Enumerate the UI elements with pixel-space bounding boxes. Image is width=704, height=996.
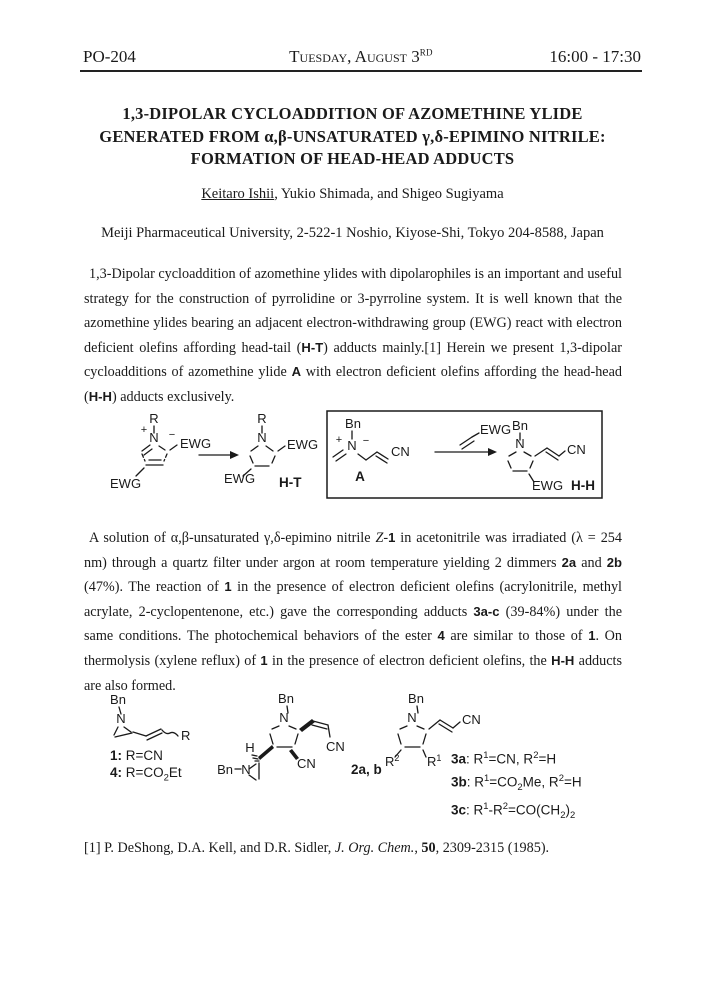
nitrile-group-label: CN: [297, 756, 316, 771]
title-line-1: 1,3-DIPOLAR CYCLOADDITION OF AZOMETHINE YLIDE: [122, 104, 583, 123]
hydrogen-atom-label: H: [245, 740, 255, 755]
r-group-label: R: [257, 411, 267, 426]
ewg-group-label: EWG: [480, 422, 512, 437]
nitrile-group-label: CN: [391, 444, 410, 459]
r1-group-label: $R^1$: [427, 753, 442, 769]
reaction-arrow: [435, 448, 497, 456]
compound-3c-definition: 3c: $R^1-R^2=CO(CH_2)_2$: [451, 800, 576, 821]
plus-charge-label: +: [335, 434, 343, 446]
nitrogen-atom-label: N: [407, 710, 417, 725]
coauthors: , Yukio Shimada, and Shigeo Sugiyama: [274, 186, 504, 202]
compound-2ab-label: 2a, b: [351, 762, 382, 777]
benzyl-group-label: Bn: [512, 418, 528, 433]
ewg-olefin-structure: [460, 433, 479, 449]
benzyl-group-label: Bn: [345, 416, 361, 431]
affiliation: Meiji Pharmaceutical University, 2-522-1 Noshio, Kiyose-Shi, Tokyo 204-8588, Japan: [101, 225, 604, 241]
abstract-paragraph-2: A solution of α,β-unsaturated γ,δ-epimino nitrile Z-1 in acetonitrile was irradiated (λ = 254 nm) through a quartz filter under argon at room temperature yielding 2 dimmers 2a and 2b (47%). The reaction of 1 in the presence of electron deficient olefins (acrylonitrile, methyl acrylate, 2-cyclopentenone, etc.) gave the corresponding adducts 3a-c (39-84%) under the same conditions. The photochemical behaviors of the ester 4 are similar to those of 1. On thermolysis (xylene reflux) of 1 in the presence of electron deficient olefins, the H-H adducts are also formed.: [84, 530, 623, 694]
head-head-adduct-label: H-H: [571, 478, 595, 493]
nitrogen-atom-label: N: [347, 438, 357, 453]
ewg-group-label: EWG: [224, 471, 256, 486]
title-line-2: GENERATED FROM α,β-UNSATURATED γ,δ-EPIMINO NITRILE:: [99, 126, 606, 146]
session-ordinal: RD: [419, 47, 433, 58]
minus-charge-label: −: [362, 435, 370, 447]
ewg-group-label: EWG: [110, 476, 142, 491]
paper-title: [83, 103, 622, 171]
session-header: [80, 44, 642, 72]
ewg-group-label: EWG: [532, 478, 564, 493]
title-line-3: FORMATION OF HEAD-HEAD ADDUCTS: [190, 149, 515, 168]
compound-1-4-definitions: [110, 747, 182, 787]
benzyl-group-label: Bn: [408, 691, 424, 706]
nitrogen-atom-label: N: [515, 436, 525, 451]
benzyl-group-label: Bn: [110, 692, 126, 707]
nitrogen-atom-label: N: [149, 430, 159, 445]
head-tail-adduct-label: H-T: [279, 475, 302, 490]
scheme1-atom-labels: [110, 411, 595, 493]
reaction-scheme-1: [83, 398, 622, 508]
nitrile-group-label: CN: [462, 712, 481, 727]
plus-charge-label: +: [140, 424, 148, 436]
r-group-label: R: [149, 411, 159, 426]
r-group-label: R: [181, 728, 191, 743]
reference-1: [1] P. DeShong, D.A. Kell, and D.R. Sidler, J. Org. Chem., 50, 2309-2315 (1985).: [84, 840, 550, 856]
benzyl-group-label: Bn: [217, 762, 233, 777]
session-time: 16:00 - 17:30: [549, 47, 641, 66]
compound-3-definitions: [451, 746, 582, 825]
abstract-paragraph-1: 1,3-Dipolar cycloaddition of azomethine ylides with dipolarophiles is an important and useful strategy for the construction of pyrrolidine or 3-pyrroline system. It is well known that the azomethine ylides bearing an adjacent electron-withdrawing group (EWG) react with electron deficient olefins affording head-tail (H-T) adducts mainly.[1] Herein we present 1,3-dipolar cycloadditions of azomethine ylide A with electron deficient olefins affording the head-head (H-H) adducts exclusively.: [84, 266, 622, 405]
r2-group-label: $R^2$: [385, 753, 400, 769]
nitrogen-atom-label: N: [257, 430, 267, 445]
paper-id: PO-204: [83, 47, 136, 66]
ewg-group-label: EWG: [180, 436, 212, 451]
reaction-arrow: [199, 451, 239, 459]
compound-3b-definition: 3b: $R^1=CO_2Me$, $R^2=H$: [451, 772, 582, 793]
ylide-a-label: A: [355, 469, 365, 484]
compound-3a-definition: 3a: $R^1=CN$, $R^2=H$: [451, 750, 557, 767]
ewg-group-label: EWG: [287, 437, 319, 452]
nitrogen-atom-label: N: [241, 762, 251, 777]
session-day-text: Tuesday, August 3: [289, 47, 420, 66]
presenting-author: Keitaro Ishii: [201, 186, 275, 202]
compound-4-definition: 4: $R=CO_2Et$: [110, 765, 182, 784]
nitrogen-atom-label: N: [279, 710, 289, 725]
nitrogen-atom-label: N: [116, 711, 126, 726]
benzyl-group-label: Bn: [278, 691, 294, 706]
nitrile-group-label: CN: [326, 739, 345, 754]
author-list: [83, 186, 622, 203]
minus-charge-label: −: [168, 429, 176, 441]
compound-1-definition: 1: R=CN: [110, 748, 163, 763]
nitrile-group-label: CN: [567, 442, 586, 457]
